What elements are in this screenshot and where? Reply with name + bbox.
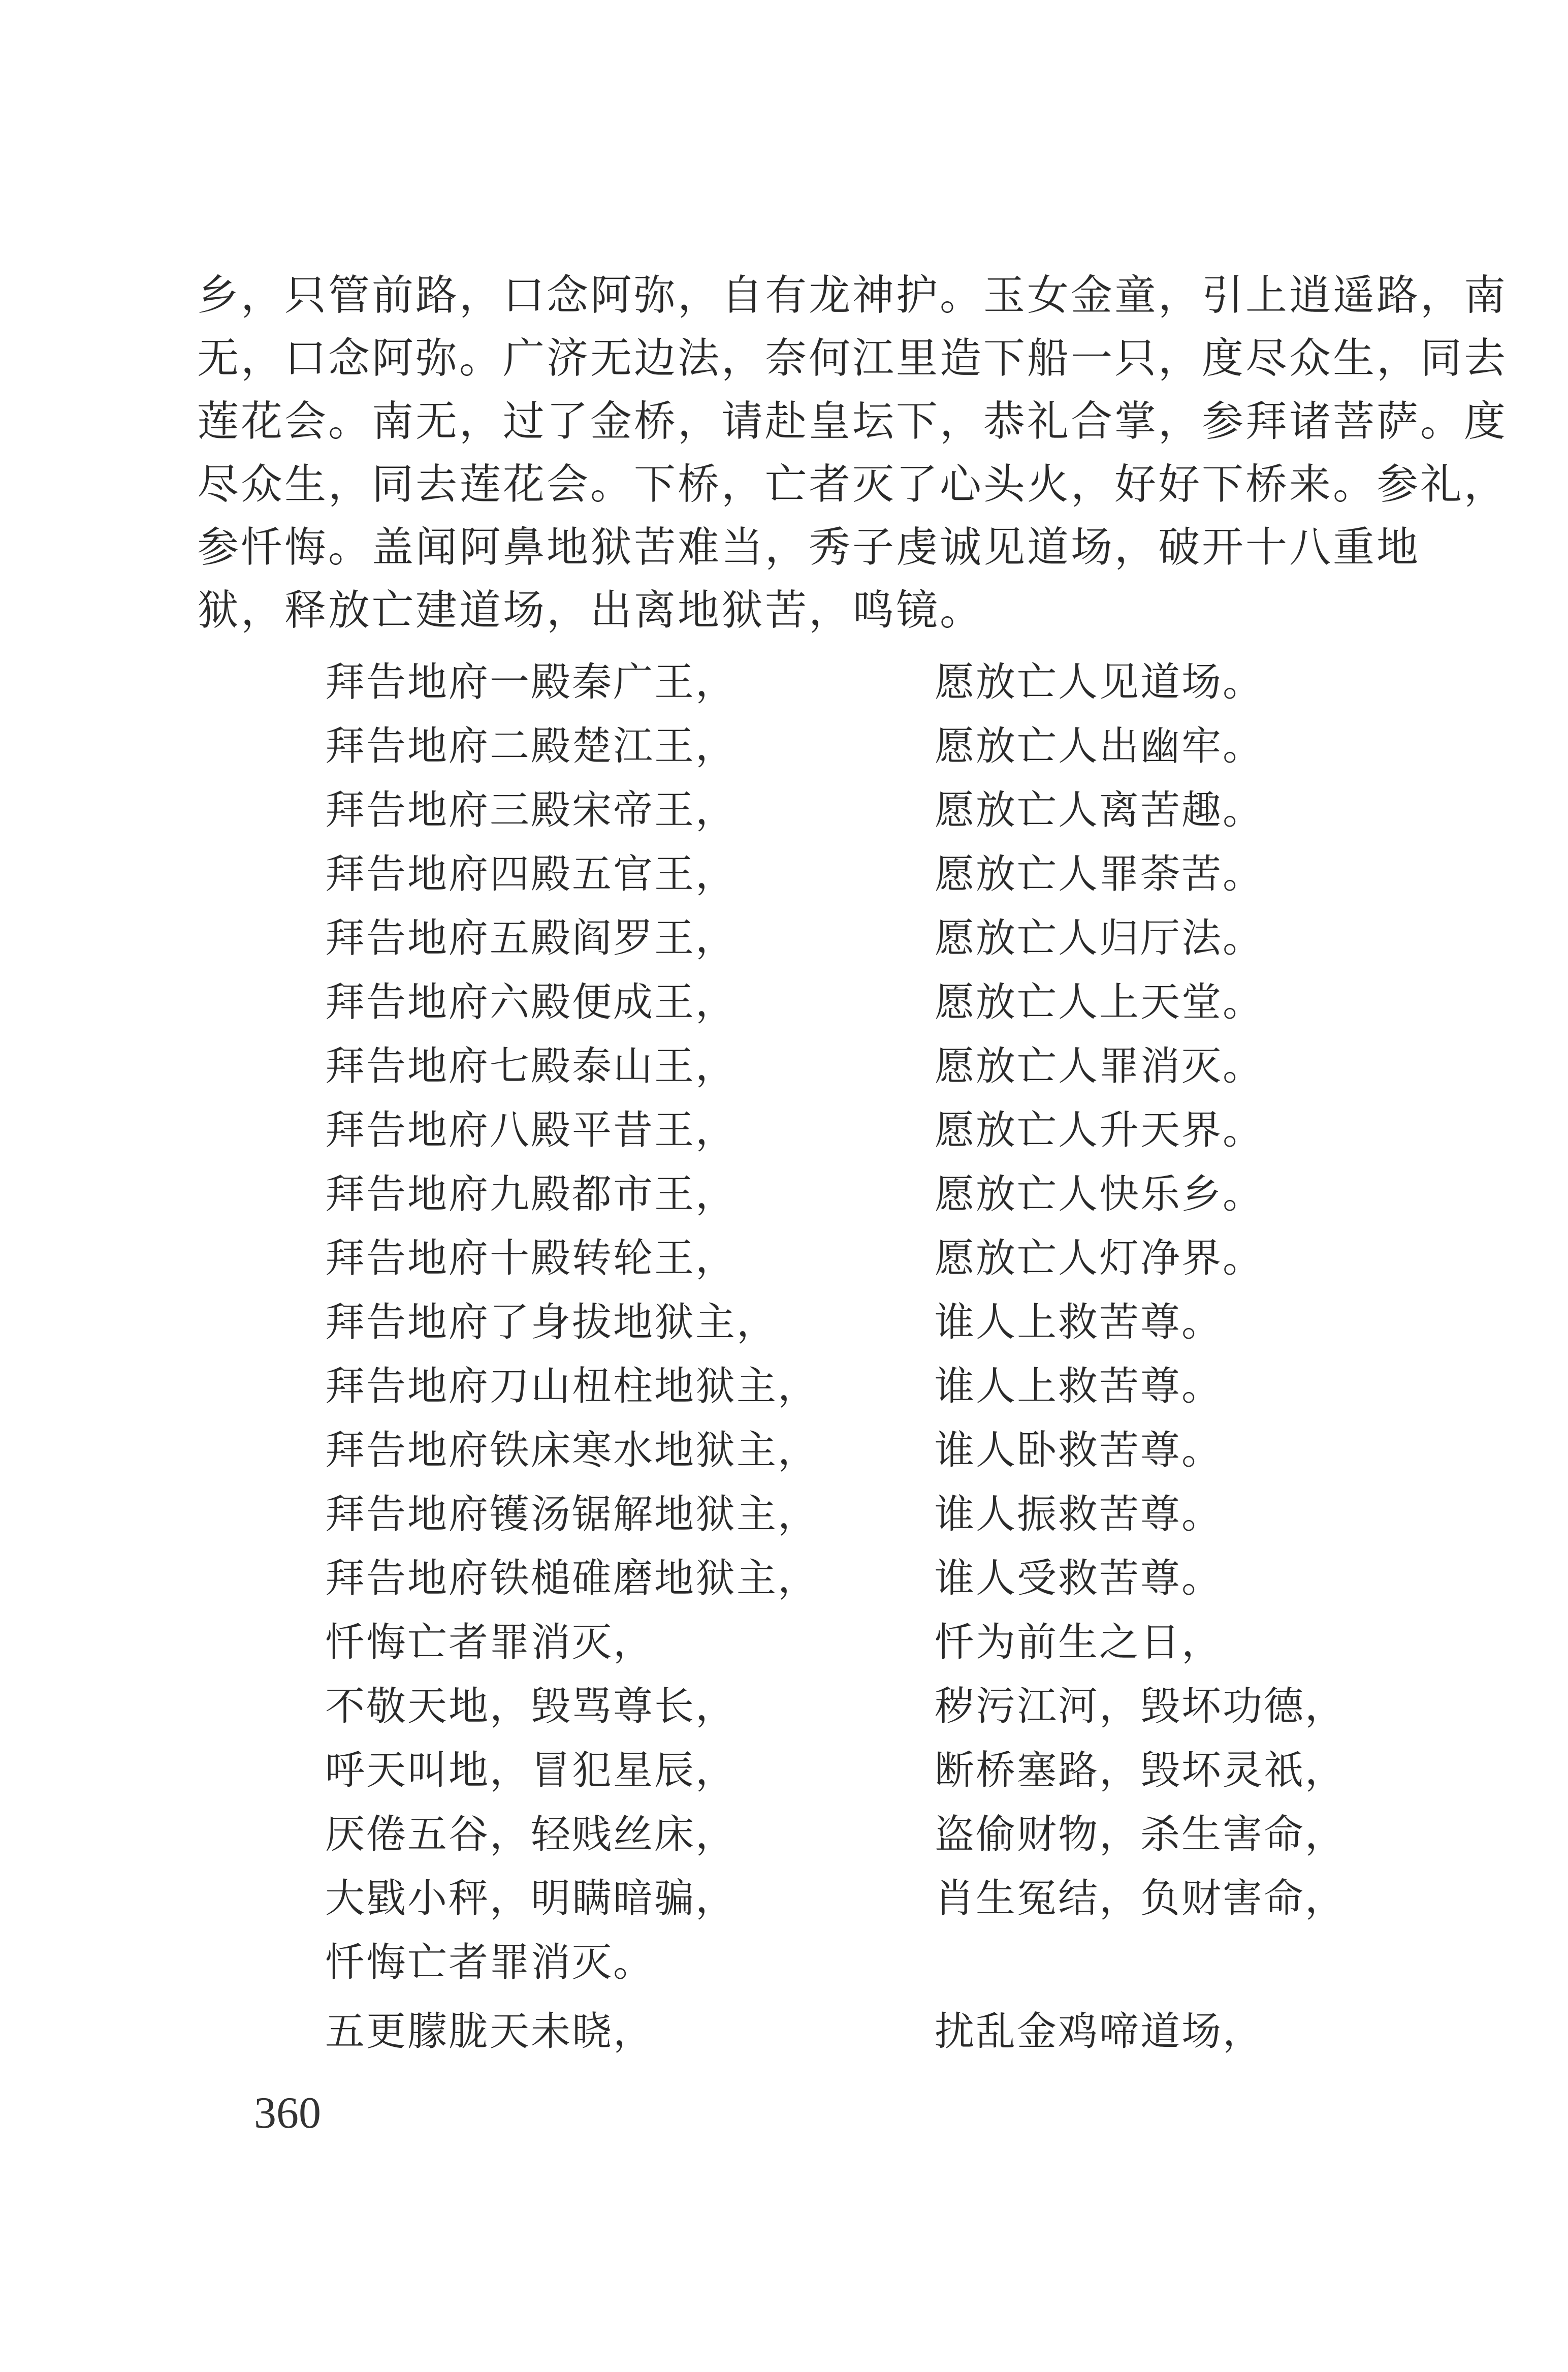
verse-right: 愿放亡人升天界。: [935, 1108, 1264, 1153]
verse-left: 拜告地府刀山杻柱地狱主，: [325, 1364, 819, 1409]
verse-row: [325, 1931, 1341, 1995]
verse-block: [325, 650, 1347, 2064]
verse-row: [325, 1418, 1341, 1482]
verse-row: [325, 1290, 1341, 1354]
verse-left: 拜告地府铁床寒水地狱主，: [325, 1428, 819, 1473]
paragraph-line-4: 尽众生，同去莲花会。下桥，亡者灭了心头火，好好下桥来。参礼，: [197, 460, 1508, 509]
verse-row: [325, 1802, 1347, 1867]
verse-row: [325, 1610, 1341, 1674]
paragraph-line-6: 狱，释放亡建道场，出离地狱苦，鸣镜。: [197, 586, 984, 635]
verse-left: 五更朦胧天未晓，: [325, 2009, 655, 2054]
verse-left: 拜告地府十殿转轮王，: [325, 1236, 737, 1281]
verse-row: [325, 714, 1341, 778]
verse-row: [325, 970, 1341, 1034]
verse-left: 拜告地府二殿楚江王，: [325, 723, 737, 769]
prose-paragraph: [197, 264, 1508, 642]
verse-left: 拜告地府镬汤锯解地狱主，: [325, 1492, 819, 1537]
verse-right: 愿放亡人罪荼苦。: [935, 851, 1264, 897]
verse-left: 拜告地府六殿便成王，: [325, 979, 737, 1025]
verse-right: 秽污江河，毁坏功德，: [935, 1684, 1347, 1729]
verse-row: [325, 1738, 1347, 1802]
paragraph-line-3: 莲花会。南无，过了金桥，请赴皇坛下，恭礼合掌，参拜诸菩萨。度: [197, 397, 1508, 446]
verse-left: 大戥小秤，明瞒暗骗，: [325, 1876, 737, 1921]
verse-right: 谁人受救苦尊。: [935, 1556, 1223, 1601]
verse-row: [325, 1482, 1341, 1546]
verse-right: 愿放亡人罪消灭。: [935, 1043, 1264, 1089]
verse-left: 忏悔亡者罪消灭，: [325, 1620, 655, 1665]
verse-left: 拜告地府九殿都市王，: [325, 1172, 737, 1217]
verse-row: [325, 1162, 1341, 1226]
verse-row: [325, 650, 1341, 714]
verse-right: 谁人上救苦尊。: [935, 1364, 1223, 1409]
verse-right: 愿放亡人出幽牢。: [935, 723, 1264, 769]
verse-left: 拜告地府八殿平昔王，: [325, 1108, 737, 1153]
verse-right: 愿放亡人灯净界。: [935, 1236, 1264, 1281]
verse-left: 拜告地府五殿阎罗王，: [325, 915, 737, 961]
verse-row: [325, 842, 1341, 906]
verse-right: 愿放亡人快乐乡。: [935, 1172, 1264, 1217]
paragraph-line-1: 乡，只管前路，口念阿弥，自有龙神护。玉女金童，引上逍遥路，南: [197, 271, 1508, 320]
verse-left: 拜告地府七殿泰山王，: [325, 1043, 737, 1089]
verse-right: 愿放亡人上天堂。: [935, 979, 1264, 1025]
verse-right: 断桥塞路，毁坏灵祇，: [935, 1748, 1347, 1793]
verse-left: 拜告地府铁槌碓磨地狱主，: [325, 1556, 819, 1601]
verse-right: 谁人上救苦尊。: [935, 1300, 1223, 1345]
verse-right: 谁人振救苦尊。: [935, 1492, 1223, 1537]
verse-left: 拜告地府一殿秦广王，: [325, 659, 737, 705]
verse-left: 厌倦五谷，轻贱丝床，: [325, 1812, 737, 1857]
verse-row: [325, 1674, 1347, 1738]
page-number: 360: [254, 2089, 321, 2138]
verse-left: 忏悔亡者罪消灭。: [325, 1940, 655, 1985]
verse-right: 愿放亡人离苦趣。: [935, 787, 1264, 833]
verse-row: [325, 2000, 1341, 2064]
verse-row: [325, 778, 1341, 842]
verse-row: [325, 1226, 1341, 1290]
verse-row: [325, 1867, 1347, 1931]
verse-row: [325, 1354, 1341, 1418]
verse-left: 拜告地府四殿五官王，: [325, 851, 737, 897]
verse-left: 不敬天地，毁骂尊长，: [325, 1684, 737, 1729]
paragraph-line-2: 无，口念阿弥。广济无边法，奈何江里造下船一只，度尽众生，同去: [197, 334, 1508, 383]
verse-left: 呼天叫地，冒犯星辰，: [325, 1748, 737, 1793]
verse-row: [325, 1034, 1341, 1098]
verse-right: 谁人卧救苦尊。: [935, 1428, 1223, 1473]
paragraph-line-5: 参忏悔。盖闻阿鼻地狱苦难当，秀子虔诚见道场，破开十八重地: [197, 523, 1421, 572]
verse-right: 扰乱金鸡啼道场，: [935, 2009, 1264, 2054]
verse-row: [325, 1546, 1341, 1610]
verse-left: 拜告地府了身拔地狱主，: [325, 1300, 778, 1345]
verse-right: 盗偷财物，杀生害命，: [935, 1812, 1347, 1857]
verse-left: 拜告地府三殿宋帝王，: [325, 787, 737, 833]
verse-right: 忏为前生之日，: [935, 1620, 1223, 1665]
verse-right: 愿放亡人见道场。: [935, 659, 1264, 705]
verse-row: [325, 1098, 1341, 1162]
verse-right: 肖生冤结，负财害命，: [935, 1876, 1347, 1921]
verse-row: [325, 906, 1341, 970]
verse-right: 愿放亡人归厅法。: [935, 915, 1264, 961]
